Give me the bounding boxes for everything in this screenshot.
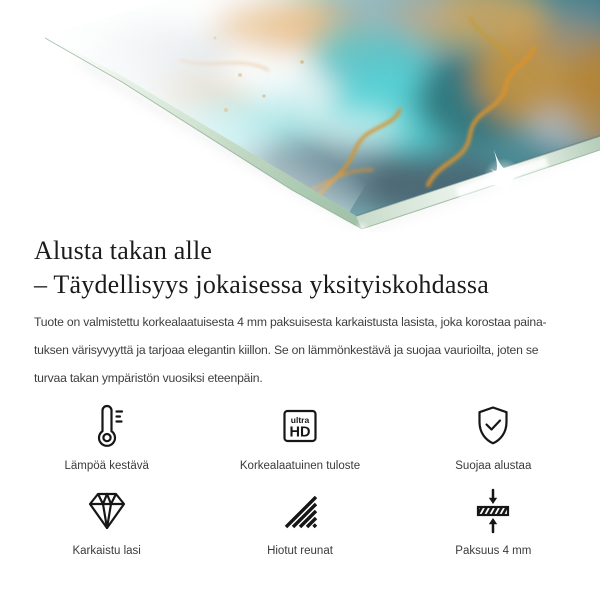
marble-print — [0, 0, 600, 232]
feature-label: Suojaa alustaa — [455, 460, 532, 472]
feature-tempered-glass — [10, 487, 203, 558]
feature-label: Korkealaatuinen tuloste — [239, 460, 361, 472]
page-title-line1: Alusta takan alle — [34, 236, 213, 265]
description-line: Tuote on valmistettu korkealaatuisesta 4 mm paksuisesta karkaistusta lasista, joka korostaa paina- — [34, 315, 547, 329]
feature-grid — [10, 402, 590, 558]
product-description — [34, 308, 546, 392]
glass-panel-photo — [0, 0, 600, 232]
feature-polished-edges — [203, 487, 396, 558]
feature-protects-surface — [397, 402, 590, 473]
feature-label: Karkaistu lasi — [72, 545, 141, 557]
feature-heat-resistant — [10, 402, 203, 473]
diamond-icon — [83, 487, 131, 535]
thermometer-icon — [83, 402, 131, 450]
product-image — [0, 0, 600, 232]
thickness-icon — [469, 487, 517, 535]
polished-edges-icon — [276, 487, 324, 535]
feature-label: Paksuus 4 mm — [455, 545, 532, 557]
shield-check-icon — [469, 402, 517, 450]
feature-label: Lämpöä kestävä — [64, 460, 149, 472]
ultra-label: ultra — [290, 415, 310, 425]
ultra-hd-icon — [276, 402, 324, 450]
feature-high-quality-print — [203, 402, 396, 473]
description-line: tuksen värisyvyyttä ja tarjoaa elegantin kiillon. Se on lämmönkestävä ja suojaa vaurioilta, joten se — [34, 343, 539, 357]
page-title-line2: – Täydellisyys jokaisessa yksityiskohdassa — [34, 270, 489, 299]
description-line: turvaa takan ympäristön vuosiksi eteenpäin. — [34, 371, 263, 385]
feature-label: Hiotut reunat — [267, 545, 333, 557]
feature-thickness — [397, 487, 590, 558]
hd-label: HD — [289, 424, 311, 441]
page-title — [34, 234, 489, 302]
